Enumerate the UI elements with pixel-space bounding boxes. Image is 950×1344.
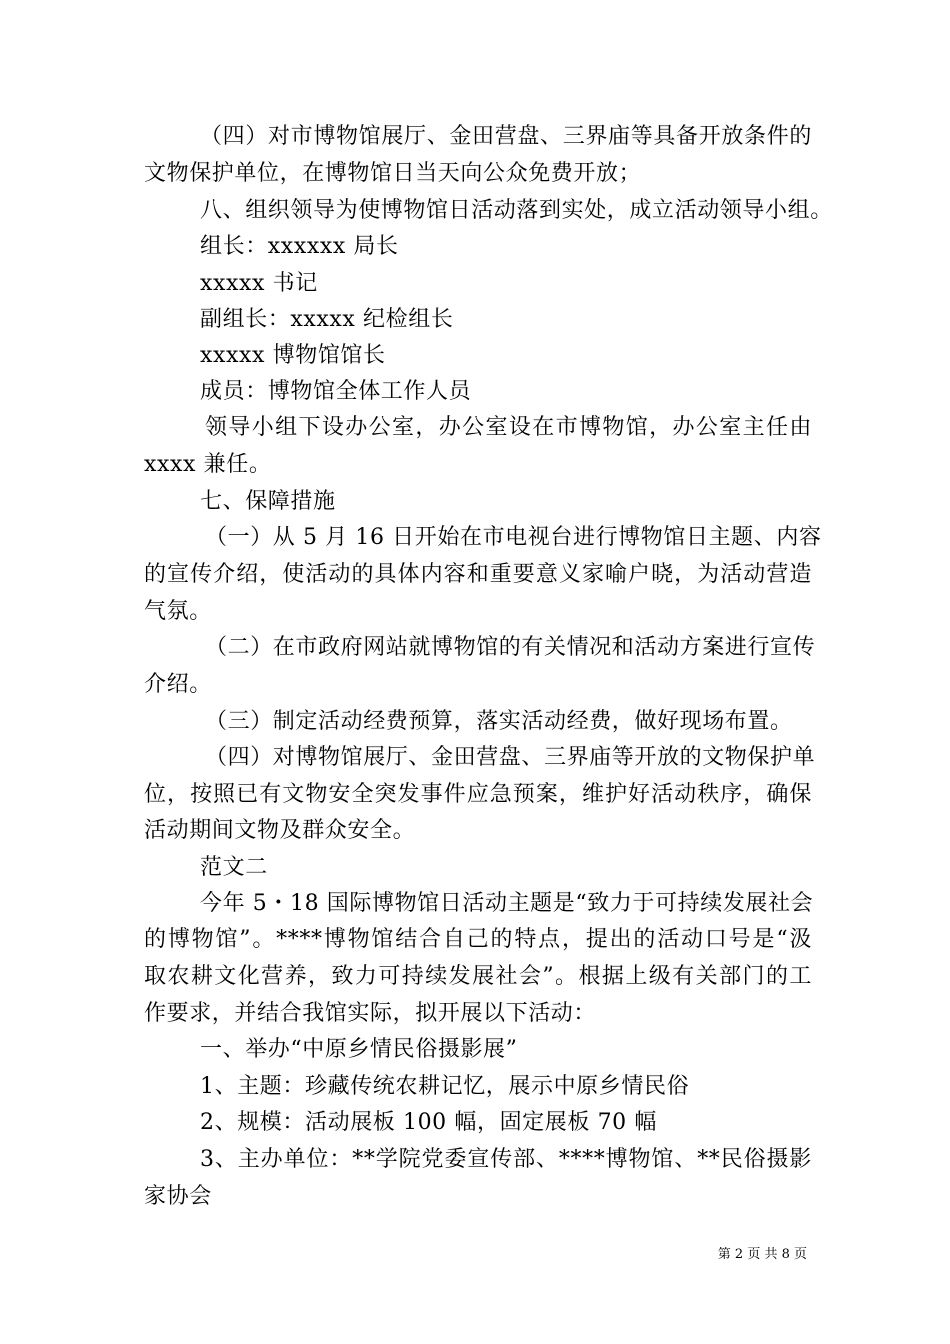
paragraph-line: 领导小组下设办公室，办公室设在市博物馆，办公室主任由 bbox=[205, 415, 812, 440]
paragraph-line: 的博物馆”。****博物馆结合自己的特点，提出的活动口号是“汲 bbox=[144, 927, 812, 952]
paragraph-line: 取农耕文化营养，致力可持续发展社会”。根据上级有关部门的工 bbox=[144, 964, 812, 989]
paragraph-line: 的宣传介绍，使活动的具体内容和重要意义家喻户晓，为活动营造 bbox=[144, 562, 812, 587]
section-heading: 一、举办“中原乡情民俗摄影展” bbox=[200, 1037, 518, 1062]
paragraph-line: 成员：博物馆全体工作人员 bbox=[200, 379, 472, 404]
paragraph-line: 介绍。 bbox=[144, 672, 212, 697]
paragraph-line: （一）从 5 月 16 日开始在市电视台进行博物馆日主题、内容 bbox=[205, 525, 822, 550]
paragraph-line: （三）制定活动经费预算，落实活动经费，做好现场布置。 bbox=[205, 709, 793, 734]
paragraph-line: 八、组织领导为使博物馆日活动落到实处，成立活动领导小组。 bbox=[200, 198, 833, 223]
paragraph-line: xxxxx 博物馆馆长 bbox=[200, 343, 386, 368]
paragraph-line: 2、规模：活动展板 100 幅，固定展板 70 幅 bbox=[200, 1110, 657, 1135]
paragraph-line: （四）对市博物馆展厅、金田营盘、三界庙等具备开放条件的 bbox=[200, 124, 812, 149]
paragraph-line: 活动期间文物及群众安全。 bbox=[144, 818, 416, 843]
paragraph-line: 今年 5・18 国际博物馆日活动主题是“致力于可持续发展社会 bbox=[200, 891, 814, 916]
paragraph-line: 位，按照已有文物安全突发事件应急预案，维护好活动秩序，确保 bbox=[144, 782, 812, 807]
paragraph-line: 气氛。 bbox=[144, 599, 212, 624]
paragraph-line: 组长：xxxxxx 局长 bbox=[200, 234, 399, 259]
section-heading: 范文二 bbox=[200, 855, 268, 880]
paragraph-line: 文物保护单位，在博物馆日当天向公众免费开放； bbox=[144, 161, 642, 186]
paragraph-line: 3、主办单位：**学院党委宣传部、****博物馆、**民俗摄影 bbox=[200, 1147, 812, 1172]
section-heading: 七、保障措施 bbox=[200, 489, 336, 514]
paragraph-line: 作要求，并结合我馆实际，拟开展以下活动： bbox=[144, 1001, 597, 1026]
paragraph-line: 1、主题：珍藏传统农耕记忆，展示中原乡情民俗 bbox=[200, 1074, 690, 1099]
paragraph-line: xxxx 兼任。 bbox=[144, 452, 272, 477]
paragraph-line: 家协会 bbox=[144, 1184, 212, 1209]
page-number: 第 2 页 共 8 页 bbox=[717, 1247, 807, 1262]
paragraph-line: 副组长：xxxxx 纪检组长 bbox=[200, 307, 454, 332]
paragraph-line: （四）对博物馆展厅、金田营盘、三界庙等开放的文物保护单 bbox=[205, 745, 816, 770]
paragraph-line: （二）在市政府网站就博物馆的有关情况和活动方案进行宣传 bbox=[205, 635, 816, 660]
paragraph-line: xxxxx 书记 bbox=[200, 271, 318, 296]
